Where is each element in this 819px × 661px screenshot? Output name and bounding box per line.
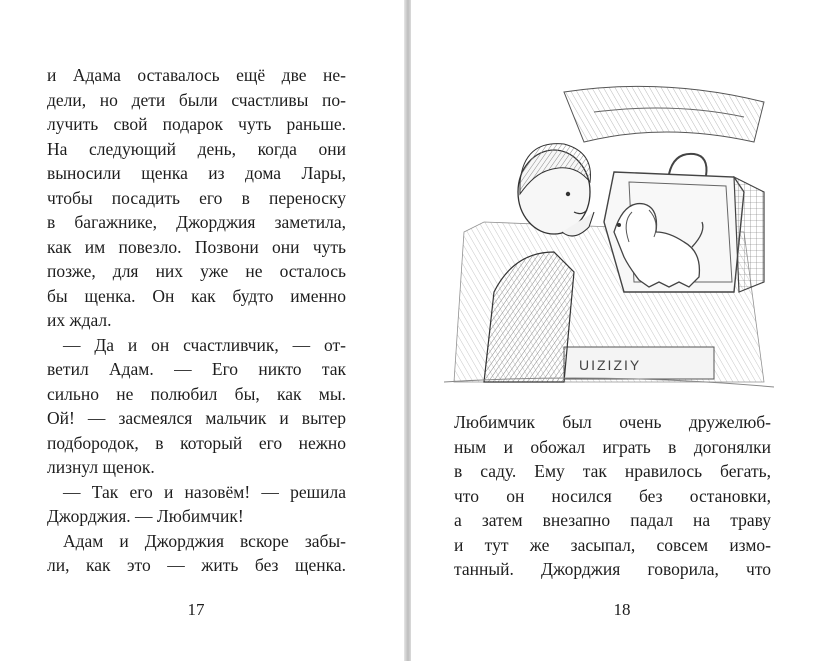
text-line: позже, для них уже не осталось (47, 261, 346, 281)
text-line: подбородок, в который его нежно (47, 432, 346, 453)
left-page-text (47, 63, 346, 578)
text-line: сильно не полюбил бы, как мы. (47, 383, 346, 404)
text-line: Любимчик был очень дружелюб- (454, 412, 771, 432)
text-line: ным и обожал играть в догонялки (454, 436, 771, 457)
text-line: как им повезло. Позвони они чуть (47, 236, 346, 257)
left-page (0, 0, 408, 661)
text-line: — Так его и назовём! — решила (63, 481, 346, 502)
text-line: Адам и Джорджия вскоре забы- (63, 530, 346, 551)
text-line: — Да и он счастливчик, — от- (63, 334, 346, 355)
boy-with-puppy-illustration (444, 82, 774, 392)
right-page-text (454, 410, 771, 582)
page-number-right: 18 (613, 600, 631, 619)
page-number-left: 17 (187, 600, 205, 619)
text-line: ли, как это — жить без щенка. (47, 555, 346, 575)
text-line: Ой! — засмеялся мальчик и вытер (47, 408, 346, 428)
text-line: их ждал. (47, 310, 112, 330)
text-line: а затем внезапно падал на траву (454, 510, 771, 530)
text-line: дели, но дети были счастливы по- (47, 89, 346, 110)
text-line: выносили щенка из дома Лары, (47, 163, 346, 183)
text-line: чтобы посадить его в переноску (47, 187, 346, 208)
text-line: танный. Джорджия говорила, что (454, 559, 771, 579)
text-line: Джорджия. — Любимчик! (47, 506, 244, 526)
text-line: что он носился без остановки, (454, 485, 771, 506)
svg-text:UIZIZIY: UIZIZIY (579, 357, 642, 373)
text-line: лизнул щенок. (47, 457, 155, 477)
text-line: На следующий день, когда они (47, 138, 346, 159)
text-line: и Адама оставалось ещё две не- (47, 65, 346, 85)
pencil-sketch-image (444, 82, 774, 392)
text-line: ветил Адам. — Его никто так (47, 359, 346, 379)
text-line: в багажнике, Джорджия заметила, (47, 212, 346, 232)
text-line: бы щенка. Он как будто именно (47, 285, 346, 306)
text-line: и тут же засыпал, совсем измо- (454, 534, 771, 555)
text-line: в саду. Ему так нравилось бегать, (454, 461, 771, 481)
text-line: лучить свой подарок чуть раньше. (47, 114, 346, 134)
